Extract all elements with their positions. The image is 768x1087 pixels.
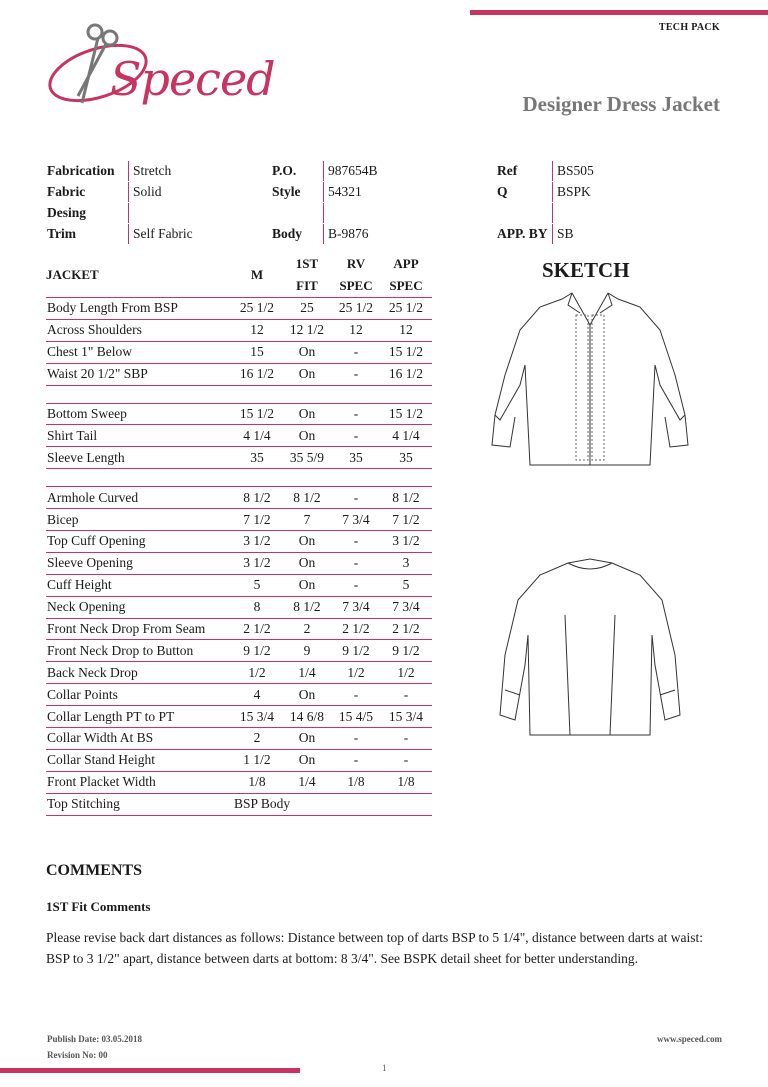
- spec-body: [46, 298, 432, 816]
- table-row: [46, 552, 432, 574]
- trim-label: Trim: [47, 226, 76, 241]
- table-row: [46, 319, 432, 341]
- measurement-value: 4 1/4: [380, 425, 432, 447]
- brand-logo: Speced: [110, 52, 275, 106]
- measurement-name: Collar Points: [46, 684, 232, 706]
- style-label: Style: [272, 184, 301, 199]
- measurement-value: On: [282, 403, 332, 425]
- measurement-name: Collar Width At BS: [46, 728, 232, 750]
- measurement-value: 25 1/2: [380, 298, 432, 320]
- measurement-value: 1/8: [332, 771, 380, 793]
- measurement-value: -: [332, 552, 380, 574]
- measurement-value: 25 1/2: [232, 298, 282, 320]
- measurement-value: 9 1/2: [232, 640, 282, 662]
- measurement-name: Chest 1" Below: [46, 341, 232, 363]
- measurement-value: 12: [332, 319, 380, 341]
- measurement-value: 25: [282, 298, 332, 320]
- measurement-value: 35: [380, 447, 432, 469]
- header-m: M: [232, 253, 282, 298]
- table-row: [46, 618, 432, 640]
- measurement-value: 35 5/9: [282, 447, 332, 469]
- measurement-name: Back Neck Drop: [46, 662, 232, 684]
- measurement-value: 8 1/2: [232, 487, 282, 509]
- ref-value: BS505: [552, 161, 594, 181]
- measurement-value: On: [282, 425, 332, 447]
- measurement-name: Front Placket Width: [46, 771, 232, 793]
- measurement-name: Across Shoulders: [46, 319, 232, 341]
- trim-value: Self Fabric: [128, 224, 193, 244]
- measurement-value: -: [332, 363, 380, 385]
- table-row: [46, 749, 432, 771]
- measurement-value: On: [282, 574, 332, 596]
- measurement-value: 5: [232, 574, 282, 596]
- measurement-name: Shirt Tail: [46, 425, 232, 447]
- measurement-value: 8 1/2: [282, 487, 332, 509]
- measurement-value: 2: [232, 728, 282, 750]
- measurement-value: 15: [232, 341, 282, 363]
- measurement-value: -: [380, 749, 432, 771]
- website-link[interactable]: www.speced.com: [657, 1034, 722, 1044]
- body-value: B-9876: [323, 224, 369, 244]
- measurement-value: 1/2: [380, 662, 432, 684]
- measurement-value: 12: [232, 319, 282, 341]
- page-number: 1: [382, 1063, 387, 1073]
- comments-heading: COMMENTS: [46, 862, 142, 879]
- measurement-value: 5: [380, 574, 432, 596]
- table-row: [46, 363, 432, 385]
- fabric-value: Solid: [128, 182, 162, 202]
- measurement-value: 2 1/2: [332, 618, 380, 640]
- fabric-label: Fabric: [47, 184, 86, 199]
- table-row: [46, 447, 432, 469]
- measurement-name: Waist 20 1/2" SBP: [46, 363, 232, 385]
- header-1st-fit: 1ST FIT: [282, 253, 332, 298]
- measurement-value: -: [380, 684, 432, 706]
- measurement-value: 8 1/2: [380, 487, 432, 509]
- header-rv-spec: RV SPEC: [332, 253, 380, 298]
- sketch-title: SKETCH: [542, 258, 630, 282]
- measurement-name: Sleeve Opening: [46, 552, 232, 574]
- spacer-cell: [46, 469, 432, 487]
- jacket-back-sketch-icon: [480, 555, 700, 740]
- measurement-value: 7 3/4: [380, 596, 432, 618]
- measurement-name: Bicep: [46, 509, 232, 531]
- measurement-value: -: [380, 728, 432, 750]
- measurement-value: 8: [232, 596, 282, 618]
- measurement-value: 15 1/2: [380, 341, 432, 363]
- po-label: P.O.: [272, 163, 297, 178]
- app-by-label: APP. BY: [497, 226, 548, 241]
- fabrication-label: Fabrication: [47, 163, 115, 178]
- measurement-value: 35: [332, 447, 380, 469]
- measurement-value: -: [332, 728, 380, 750]
- measurement-value: 35: [232, 447, 282, 469]
- measurement-name: Top Stitching: [46, 793, 232, 815]
- measurement-value: 1/2: [232, 662, 282, 684]
- measurement-value: 1/4: [282, 662, 332, 684]
- measurement-value: BSP Body: [232, 793, 432, 815]
- table-row: [46, 771, 432, 793]
- measurement-value: 7 1/2: [232, 509, 282, 531]
- table-row: [46, 640, 432, 662]
- measurement-name: Top Cuff Opening: [46, 531, 232, 553]
- table-row: [46, 403, 432, 425]
- measurement-value: On: [282, 341, 332, 363]
- desing-value: [128, 203, 133, 223]
- measurement-value: 3 1/2: [232, 552, 282, 574]
- table-row: [46, 509, 432, 531]
- measurement-value: 15 3/4: [232, 706, 282, 728]
- measurement-value: 2 1/2: [380, 618, 432, 640]
- measurement-value: 16 1/2: [380, 363, 432, 385]
- measurement-value: 3 1/2: [380, 531, 432, 553]
- measurement-value: 1/2: [332, 662, 380, 684]
- measurement-name: Cuff Height: [46, 574, 232, 596]
- spacer-cell: [46, 385, 432, 403]
- info-block: [0, 0, 768, 260]
- table-row: [46, 531, 432, 553]
- measurement-value: 16 1/2: [232, 363, 282, 385]
- measurement-value: On: [282, 531, 332, 553]
- blank-value-2: [552, 203, 557, 223]
- table-row: [46, 487, 432, 509]
- measurement-value: On: [282, 684, 332, 706]
- table-row: [46, 574, 432, 596]
- measurement-value: 15 1/2: [232, 403, 282, 425]
- measurement-value: 7: [282, 509, 332, 531]
- measurement-value: 4 1/4: [232, 425, 282, 447]
- measurement-name: Neck Opening: [46, 596, 232, 618]
- table-row: [46, 425, 432, 447]
- measurement-value: 12: [380, 319, 432, 341]
- table-row: [46, 298, 432, 320]
- measurement-value: 7 3/4: [332, 509, 380, 531]
- tech-pack-label: TECH PACK: [658, 22, 720, 33]
- measurement-value: 15 3/4: [380, 706, 432, 728]
- document-title: Designer Dress Jacket: [522, 92, 720, 116]
- po-value: 987654B: [323, 161, 378, 181]
- spacer-row: [46, 385, 432, 403]
- measurement-value: 15 1/2: [380, 403, 432, 425]
- measurement-value: 1/8: [380, 771, 432, 793]
- measurement-value: -: [332, 531, 380, 553]
- fit-comments-heading: 1ST Fit Comments: [46, 899, 151, 914]
- measurement-name: Collar Length PT to PT: [46, 706, 232, 728]
- fabrication-value: Stretch: [128, 161, 171, 181]
- measurement-value: 12 1/2: [282, 319, 332, 341]
- measurement-value: 3 1/2: [232, 531, 282, 553]
- measurement-value: 4: [232, 684, 282, 706]
- measurement-value: 9: [282, 640, 332, 662]
- bottom-accent-bar: [0, 1068, 300, 1073]
- measurement-value: 1/4: [282, 771, 332, 793]
- measurement-value: 2: [282, 618, 332, 640]
- measurement-value: On: [282, 749, 332, 771]
- ref-label: Ref: [497, 163, 518, 178]
- measurement-value: -: [332, 425, 380, 447]
- measurement-value: 7 1/2: [380, 509, 432, 531]
- q-value: BSPK: [552, 182, 591, 202]
- measurement-value: 3: [380, 552, 432, 574]
- measurement-value: -: [332, 341, 380, 363]
- q-label: Q: [497, 184, 508, 199]
- measurement-value: -: [332, 487, 380, 509]
- measurement-value: 14 6/8: [282, 706, 332, 728]
- measurement-value: 1/8: [232, 771, 282, 793]
- revision-no: Revision No: 00: [47, 1050, 108, 1060]
- measurement-name: Front Neck Drop From Seam: [46, 618, 232, 640]
- measurement-value: 7 3/4: [332, 596, 380, 618]
- desing-label: Desing: [47, 205, 87, 220]
- measurement-name: Armhole Curved: [46, 487, 232, 509]
- table-row: [46, 662, 432, 684]
- measurement-value: On: [282, 363, 332, 385]
- table-row: [46, 341, 432, 363]
- measurement-value: On: [282, 552, 332, 574]
- measurement-value: 25 1/2: [332, 298, 380, 320]
- blank-value: [323, 203, 328, 223]
- measurement-value: 8 1/2: [282, 596, 332, 618]
- app-by-value: SB: [552, 224, 574, 244]
- header-jacket: JACKET: [46, 253, 232, 298]
- table-row: [46, 684, 432, 706]
- measurement-name: Sleeve Length: [46, 447, 232, 469]
- publish-date: Publish Date: 03.05.2018: [47, 1034, 143, 1044]
- measurement-name: Body Length From BSP: [46, 298, 232, 320]
- table-row: [46, 596, 432, 618]
- spec-table: [46, 253, 432, 816]
- measurement-value: 15 4/5: [332, 706, 380, 728]
- measurement-value: -: [332, 574, 380, 596]
- measurement-value: 9 1/2: [380, 640, 432, 662]
- measurement-value: 9 1/2: [332, 640, 380, 662]
- body-label: Body: [272, 226, 303, 241]
- measurement-name: Collar Stand Height: [46, 749, 232, 771]
- table-row: [46, 728, 432, 750]
- measurement-value: -: [332, 403, 380, 425]
- table-row: [46, 706, 432, 728]
- jacket-front-sketch-icon: [480, 285, 700, 470]
- measurement-name: Front Neck Drop to Button: [46, 640, 232, 662]
- spec-header-row: [46, 253, 432, 298]
- measurement-value: -: [332, 684, 380, 706]
- fit-comments-text: Please revise back dart distances as follows: Distance between top of darts BSP to 5 1/4", distance between darts at waist: BSP to 3 1/2" apart, distance between darts at bottom: 8 3/4". See BSPK detail sheet for better understanding.: [46, 930, 703, 966]
- measurement-value: -: [332, 749, 380, 771]
- measurement-value: 2 1/2: [232, 618, 282, 640]
- measurement-value: 1 1/2: [232, 749, 282, 771]
- measurement-name: Bottom Sweep: [46, 403, 232, 425]
- style-value: 54321: [323, 182, 362, 202]
- header-app-spec: APP SPEC: [380, 253, 432, 298]
- measurement-value: On: [282, 728, 332, 750]
- spacer-row: [46, 469, 432, 487]
- table-row: [46, 793, 432, 815]
